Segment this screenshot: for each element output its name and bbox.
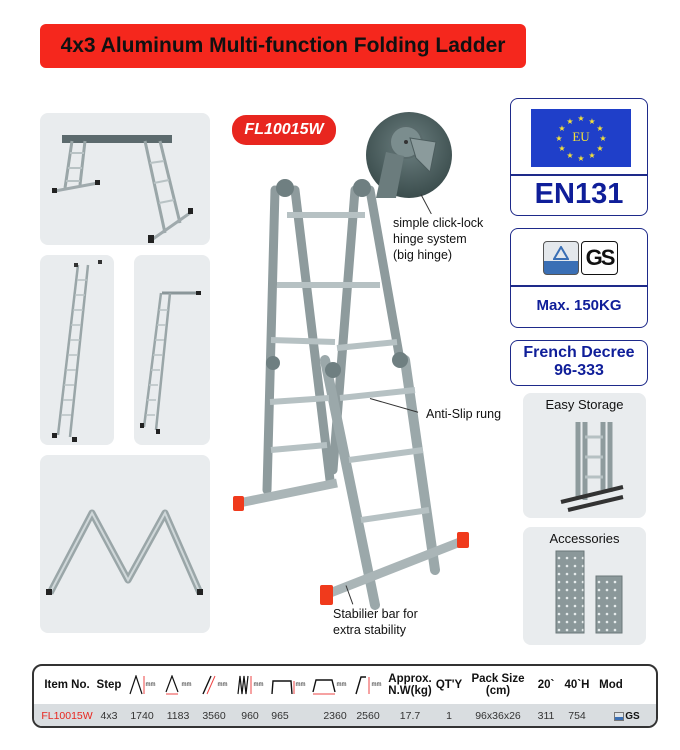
svg-text:★: ★ — [577, 114, 585, 123]
page-title: 4x3 Aluminum Multi-function Folding Ladder — [60, 34, 506, 57]
en131-label: EN131 — [534, 178, 624, 210]
header-mod: Mod — [599, 679, 623, 691]
header-dim-4: mm — [232, 666, 268, 704]
easy-storage-card — [523, 393, 646, 518]
platform-boards-image — [523, 546, 646, 641]
gs-small-icon: GS — [625, 710, 640, 722]
french-decree-label: French Decree — [523, 344, 635, 361]
photo-scaffold-position — [40, 113, 210, 245]
tuv-gs-logo — [543, 241, 618, 275]
cert-divider — [511, 174, 647, 176]
cell-step: 4x3 — [100, 710, 118, 722]
svg-text:★: ★ — [555, 134, 563, 143]
header-dim-2: mm — [160, 666, 196, 704]
title-banner — [40, 24, 526, 68]
model-badge: FL10015W — [232, 115, 336, 145]
accessories-card — [523, 527, 646, 645]
header-dim-5: mm — [268, 666, 308, 704]
header-step: Step — [96, 679, 122, 691]
table-row — [34, 704, 656, 728]
header-dim-1: mm — [124, 666, 160, 704]
svg-text:★: ★ — [566, 117, 574, 126]
easy-storage-title: Easy Storage — [545, 397, 624, 412]
svg-text:★: ★ — [596, 124, 604, 133]
accessories-title: Accessories — [549, 531, 620, 546]
french-decree-number: 96-333 — [554, 362, 604, 379]
straight-ladder-length-icon — [201, 675, 217, 695]
cell-dim-7: 2560 — [356, 710, 380, 722]
cell-dim-2: 1183 — [166, 710, 190, 722]
svg-text:★: ★ — [566, 151, 574, 160]
header-qty: QT'Y — [435, 679, 463, 691]
svg-text:★: ★ — [577, 154, 585, 163]
svg-text:★: ★ — [558, 124, 566, 133]
cell-approx-nw: 17.7 — [399, 710, 421, 722]
svg-text:★: ★ — [596, 144, 604, 153]
hinge-callout: simple click-lock hinge system (big hinge) — [393, 216, 484, 262]
header-pack-size: Pack Size (cm) — [471, 673, 525, 697]
rung-callout: Anti-Slip rung — [426, 407, 502, 421]
cell-dim-5: 965 — [271, 710, 289, 722]
eu-flag-label: EU — [572, 129, 590, 144]
folded-ladder-image — [523, 412, 646, 512]
header-approx-nw: Approx. N.W(kg) — [388, 673, 432, 697]
header-dim-3: mm — [196, 666, 232, 704]
header-dim-7: mm — [350, 666, 386, 704]
photo-wall-ladder-position — [134, 255, 210, 445]
photo-straight-ladder-position — [40, 255, 114, 445]
svg-text:★: ★ — [558, 144, 566, 153]
spec-table-header — [34, 666, 656, 704]
cell-20ft: 311 — [537, 710, 555, 722]
max-load-label: Max. 150KG — [536, 297, 622, 314]
load-certification-box — [510, 228, 648, 328]
header-20ft: 20` — [537, 679, 555, 691]
cell-dim-3: 3560 — [202, 710, 226, 722]
ladder-wall-image — [134, 255, 210, 445]
photo-m-shape-position — [40, 455, 210, 633]
svg-text:★: ★ — [599, 134, 607, 143]
svg-text:★: ★ — [588, 117, 596, 126]
folded-length-icon — [237, 675, 253, 695]
header-40ft-hc: 40`H — [564, 679, 590, 691]
cert-divider — [511, 285, 647, 287]
scaffold-length-icon — [312, 675, 336, 695]
ladder-m-shape-image — [40, 455, 210, 633]
svg-text:★: ★ — [588, 151, 596, 160]
french-decree-box — [510, 340, 648, 386]
scaffold-height-icon — [271, 675, 295, 695]
gs-logo-icon: GS — [581, 241, 618, 275]
main-ladder-image — [225, 170, 485, 620]
en131-certification-box — [510, 98, 648, 216]
spec-table — [32, 664, 658, 728]
tuv-small-icon — [614, 712, 624, 721]
cell-dim-4: 960 — [241, 710, 259, 722]
header-item-no: Item No. — [44, 679, 90, 691]
wall-ladder-height-icon — [355, 675, 371, 695]
ladder-straight-image — [40, 255, 114, 445]
header-dim-6: mm — [308, 666, 350, 704]
a-frame-height-icon — [129, 675, 145, 695]
stabilizer-callout: Stabilier bar for extra stability — [333, 607, 418, 637]
tuv-logo-icon — [543, 241, 579, 275]
cell-item-no: FL10015W — [41, 710, 93, 722]
eu-flag — [531, 109, 631, 167]
cell-mod-logo — [610, 704, 644, 728]
ladder-scaffold-image — [40, 113, 210, 245]
cell-pack-size: 96x36x26 — [475, 710, 521, 722]
cell-qty: 1 — [446, 710, 452, 722]
a-frame-width-icon — [165, 675, 181, 695]
cell-dim-6: 2360 — [323, 710, 347, 722]
cell-40ft-hc: 754 — [568, 710, 586, 722]
cell-dim-1: 1740 — [130, 710, 154, 722]
